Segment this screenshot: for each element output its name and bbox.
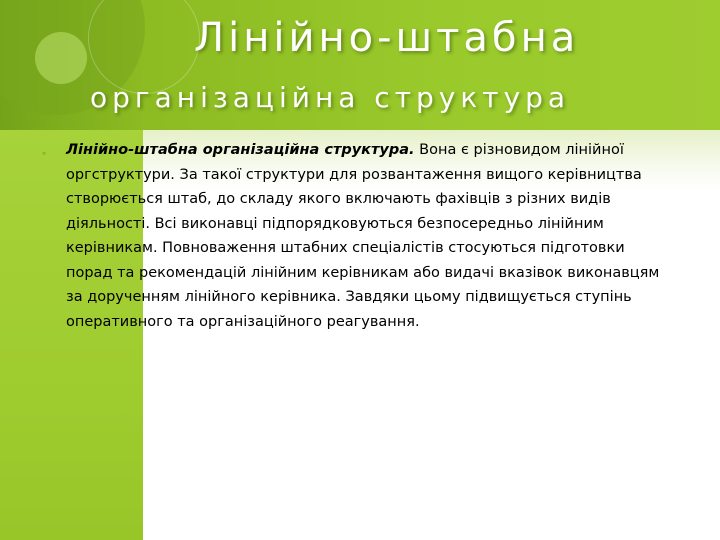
slide-title-line2: організаційна структура [90,81,571,114]
content-area [42,138,682,334]
body-paragraph [66,138,682,334]
body-text: Вона є різновидом лінійної оргструктури. За такої структури для розвантаження вищого керівництва створюється штаб, до складу якого включають фахівців з різних видів діяльності. Всі виконавці підпорядковуються безпосередньо лінійним керівникам. Повноваження штабних спеціалістів стосуються підготовки порад та рекомендацій лінійним керівникам або видачі вказівок виконавцям за дорученням лінійного керівника. Завдяки цьому підвищується ступінь оперативного та організаційного реагування. [66,142,660,330]
decorative-circle-small [35,32,87,84]
term-label: Лінійно-штабна організаційна структура. [66,142,415,158]
slide-title [90,8,710,126]
slide-title-line1: Лінійно-штабна [194,15,580,61]
bullet-icon: ◦ [42,146,47,160]
